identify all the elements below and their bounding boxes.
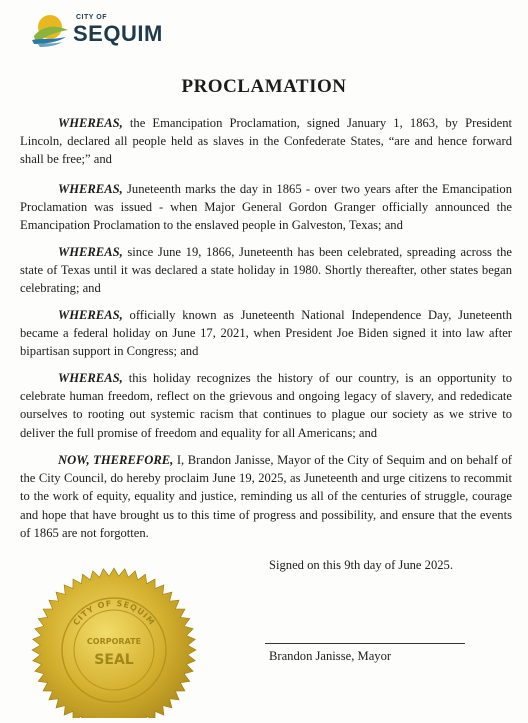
- signed-date: Signed on this 9th day of June 2025.: [269, 558, 453, 572]
- paragraph-now-therefore: [20, 451, 512, 542]
- seal-middle-text: CORPORATE: [86, 637, 142, 646]
- logo-city-name: SEQUIM: [73, 21, 163, 46]
- seal-top-text: CITY OF SEQUIM: [71, 598, 157, 628]
- logo-city-of: CITY OF: [76, 14, 107, 21]
- paragraph-lead: WHEREAS,: [58, 116, 123, 130]
- paragraph-lead: WHEREAS,: [58, 371, 123, 385]
- paragraph-whereas-2: [20, 180, 512, 235]
- seal-icon: [30, 566, 198, 718]
- page-title: PROCLAMATION: [181, 76, 347, 97]
- city-logo: [28, 10, 178, 50]
- gold-seal: [30, 566, 198, 718]
- signature-name: Brandon Janisse, Mayor: [269, 649, 392, 663]
- paragraph-text: Juneteenth marks the day in 1865 - over two years after the Emancipation Proclamation was issued - when Major General Gordon Granger officially announced the Emancipation Proclamation to the enslaved people in Galveston, Texas; and: [20, 182, 512, 233]
- paragraph-lead: NOW, THEREFORE,: [58, 453, 174, 467]
- paragraph-text: this holiday recognizes the history of our country, is an opportunity to celebrate human freedom, reflect on the grievous and ongoing legacy of slavery, and rededicate ourselves to rooting out systemic racism that continues to plague our society as we strive to deliver the full promise of freedom and equality for all Americans; and: [20, 371, 512, 440]
- paragraph-lead: WHEREAS,: [58, 308, 123, 322]
- paragraph-whereas-5: [20, 369, 512, 442]
- seal-center-text: SEAL: [94, 652, 134, 668]
- paragraph-text: since June 19, 1866, Juneteenth has been celebrated, spreading across the state of Texas until it was declared a state holiday in 1980. Shortly thereafter, other states began celebrating; and: [20, 245, 512, 296]
- paragraph-whereas-1: [20, 114, 512, 169]
- paragraph-lead: WHEREAS,: [58, 182, 123, 196]
- paragraph-whereas-4: [20, 306, 512, 361]
- paragraph-text: officially known as Juneteenth National Independence Day, Juneteenth became a federal holiday on June 17, 2021, when President Joe Biden signed it into law after bipartisan support in Congress; and: [20, 308, 512, 359]
- paragraph-whereas-3: [20, 243, 512, 298]
- signature-line: [265, 643, 465, 644]
- paragraph-lead: WHEREAS,: [58, 245, 123, 259]
- paragraph-text: I, Brandon Janisse, Mayor of the City of Sequim and on behalf of the City Council, do hereby proclaim June 19, 2025, as Juneteenth and urge citizens to recommit to the work of equity, equality and justice, reminding us all of the centuries of struggle, courage and hope that have brought us to this time of progress and possibility, and ensure that the events of 1865 are not forgotten.: [20, 453, 512, 540]
- paragraph-text: the Emancipation Proclamation, signed January 1, 1863, by President Lincoln, declared all people held as slaves in the Confederate States, “are and hence forward shall be free;” and: [20, 116, 512, 167]
- sun-leaf-icon: [28, 10, 74, 50]
